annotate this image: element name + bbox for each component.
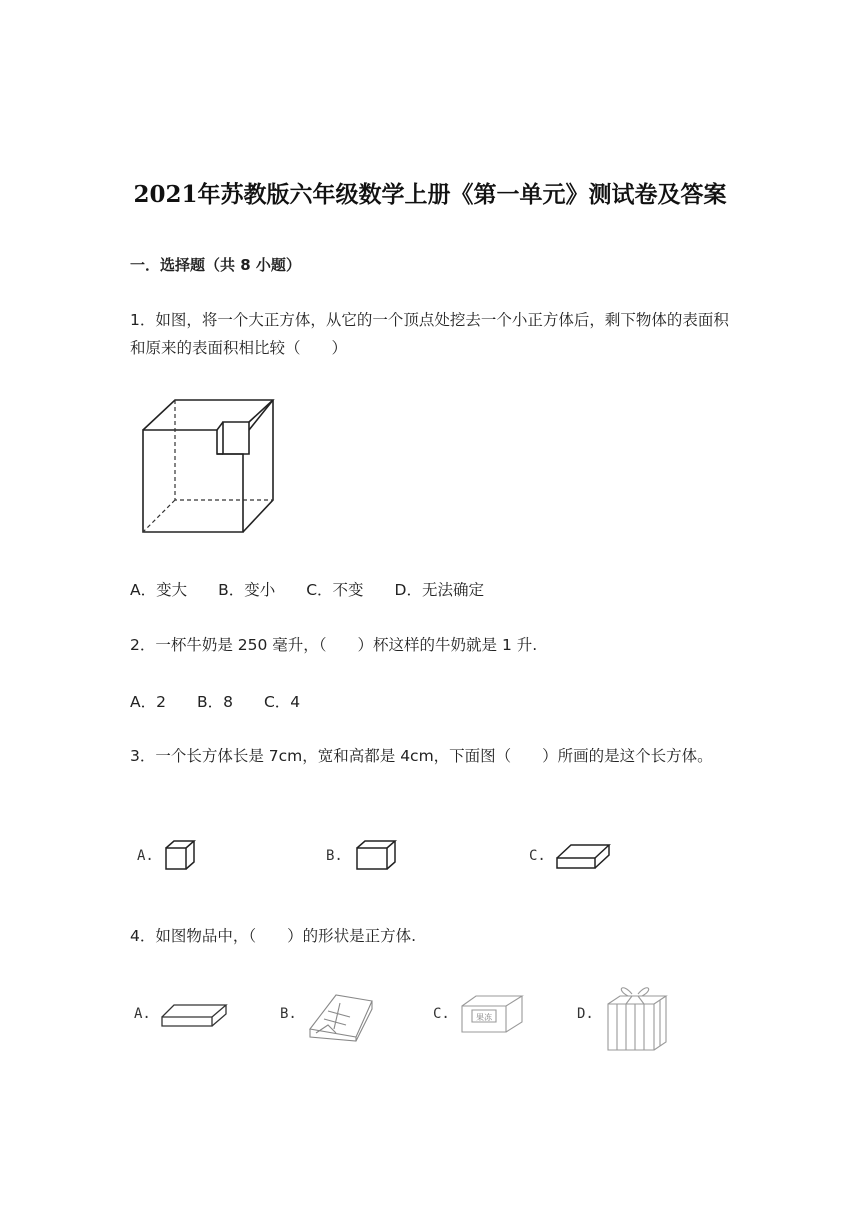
question-3-option-c-label: C.: [529, 848, 546, 864]
question-4-text: 4．如图物品中，（ ）的形状是正方体.: [130, 927, 417, 945]
section-heading: 一．选择题（共 8 小题）: [130, 256, 301, 274]
question-4-option-c-label: C.: [433, 1006, 450, 1022]
question-3-text: 3．一个长方体长是 7cm，宽和高都是 4cm，下面图（ ）所画的是这个长方体。: [130, 747, 713, 765]
question-3-option-b-cuboid: [355, 838, 397, 872]
question-1-cube-figure: [133, 396, 278, 536]
question-3-option-b-label: B.: [326, 848, 343, 864]
page-title: 2021年苏教版六年级数学上册《第一单元》测试卷及答案: [133, 181, 727, 208]
question-4-option-a-label: A.: [134, 1006, 151, 1022]
question-2-options: A．2 B．8 C．4: [130, 693, 301, 711]
question-3-option-a-label: A.: [137, 848, 154, 864]
question-4-option-b-label: B.: [280, 1006, 297, 1022]
question-3-option-a-cube: [164, 838, 196, 872]
question-4-option-b-gift-box: [306, 989, 376, 1045]
question-4-option-d-gift-cube: [602, 978, 672, 1054]
question-4-option-c-jelly-box: [458, 992, 528, 1036]
question-1-text: 1．如图，将一个大正方体，从它的一个顶点处挖去一个小正方体后，剩下物体的表面积和原来的表面积相比较（ ）: [130, 311, 729, 357]
question-2-text: 2．一杯牛奶是 250 毫升，（ ）杯这样的牛奶就是 1 升.: [130, 636, 538, 654]
question-4-option-d-label: D.: [577, 1006, 594, 1022]
question-4-option-a-flat-box: [160, 1001, 230, 1029]
question-3-option-c-flat-box: [555, 840, 611, 872]
jelly-box-label: 果冻: [476, 1013, 492, 1022]
question-1-options: A．变大 B．变小 C．不变 D．无法确定: [130, 581, 484, 599]
